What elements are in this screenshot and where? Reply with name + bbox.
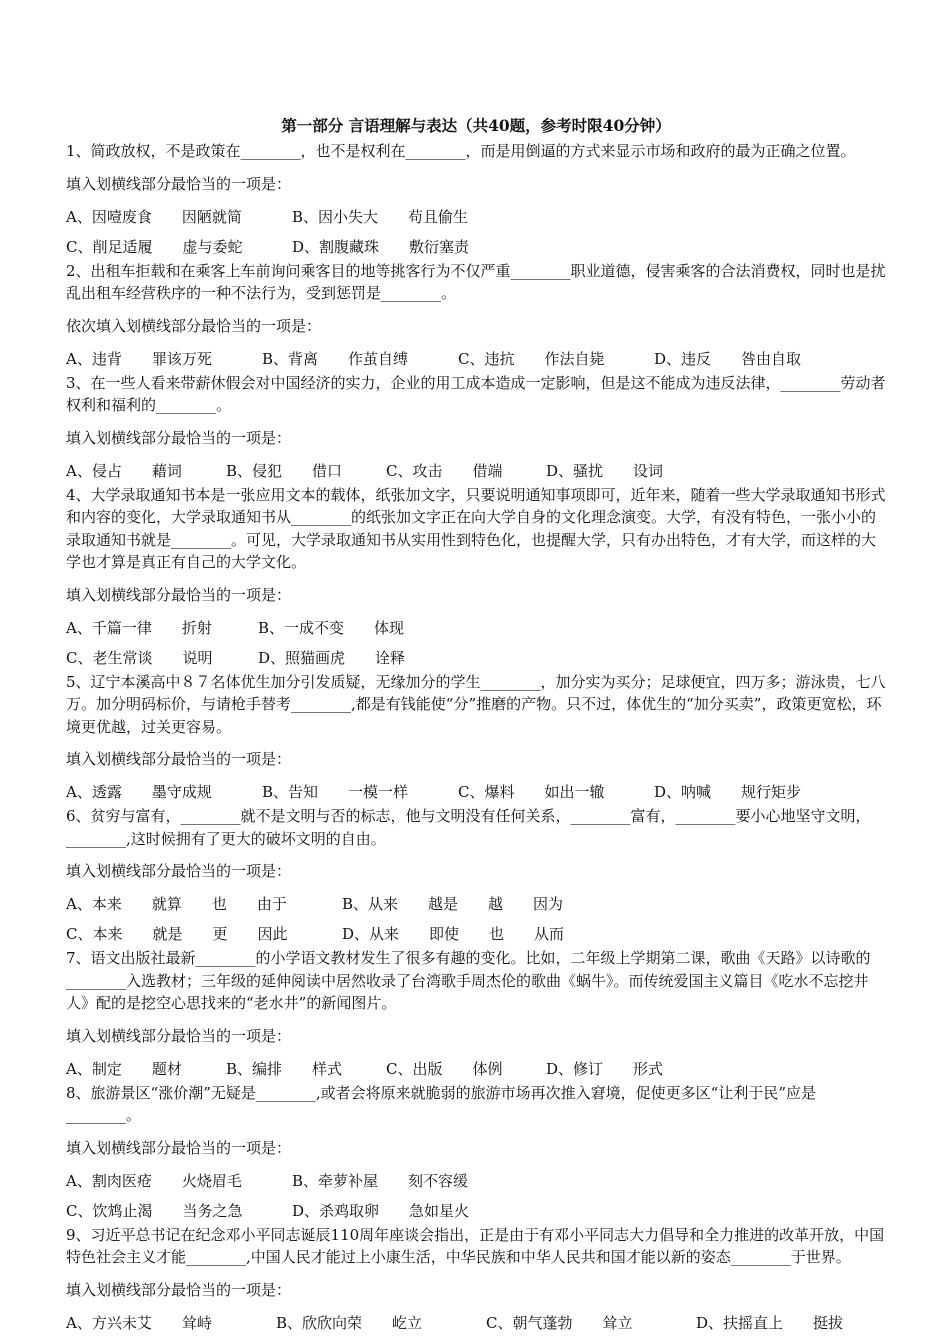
question-7-prompt: 填入划横线部分最恰当的一项是： <box>66 1026 292 1045</box>
section-title: 第一部分 言语理解与表达（共40题，参考时限40分钟） <box>281 116 671 135</box>
question-5-options-row-1 <box>66 781 886 803</box>
question-7-option-c: C、出版 体例 <box>386 1059 503 1078</box>
question-1-option-d: D、割腹藏珠 敷衍塞责 <box>292 237 470 256</box>
question-8-option-a: A、割肉医疮 火烧眉毛 <box>66 1171 242 1190</box>
question-2-option-a: A、违背 罪该万死 <box>66 349 212 368</box>
question-5-prompt: 填入划横线部分最恰当的一项是： <box>66 750 292 768</box>
question-5-option-b: B、告知 一模一样 <box>262 783 409 801</box>
question-4-options-row-1 <box>66 617 886 639</box>
question-4-option-a: A、千篇一律 折射 <box>66 618 212 637</box>
question-6-options-row-2 <box>66 923 886 945</box>
question-7-option-a: A、制定 题材 <box>66 1059 182 1078</box>
question-9-options-row-1 <box>66 1312 886 1334</box>
question-2-stem: 2、出租车拒载和在乘客上车前询问乘客目的地等挑客行为不仅严重________职业道德，侵害乘客的合法消费权，同时也是扰乱出租车经营秩序的一种不法行为，受到惩罚是________。 <box>66 261 886 302</box>
question-2-prompt: 依次填入划横线部分最恰当的一项是： <box>66 316 322 335</box>
question-5-stem: 5、辽宁本溪高中８７名体优生加分引发质疑，无缘加分的学生________，加分实为买分；足球便宜，四万多；游泳贵，七八万。加分明码标价，与请枪手替考________,都是有钱能使“分”推磨的产物。只不过，体优生的“加分买卖”，政策更宽松，环境更优越，过关更容易。 <box>66 672 886 736</box>
question-1-option-c: C、削足适履 虚与委蛇 <box>66 237 243 256</box>
question-9-option-c: C、朝气蓬勃 耸立 <box>486 1313 633 1332</box>
question-1-prompt: 填入划横线部分最恰当的一项是： <box>66 174 292 193</box>
question-9-option-a: A、方兴未艾 耸峙 <box>66 1313 212 1332</box>
question-1-options-row-1 <box>66 206 886 228</box>
question-1-option-a: A、因噎废食 因陋就简 <box>66 207 242 226</box>
question-7-option-b: B、编排 样式 <box>226 1059 343 1078</box>
question-8-options-row-1 <box>66 1170 886 1192</box>
question-4-prompt: 填入划横线部分最恰当的一项是： <box>66 585 292 604</box>
question-1-stem: 1、简政放权，不是政策在________，也不是权利在________，而是用倒逼的方式来显示市场和政府的最为正确之位置。 <box>66 142 856 160</box>
question-9-stem: 9、习近平总书记在纪念邓小平同志诞辰110周年座谈会指出，正是由于有邓小平同志大力倡导和全力推进的改革开放，中国特色社会主义才能________,中国人民才能过上小康生活，中华民族和中华人民共和国才能以新的姿态________于世界。 <box>66 1225 885 1266</box>
question-6-option-c: C、本来 就是 更 因此 <box>66 925 288 943</box>
question-8-option-b: B、牵萝补屋 刻不容缓 <box>292 1171 469 1190</box>
question-8-options-row-2 <box>66 1200 886 1222</box>
question-9-prompt: 填入划横线部分最恰当的一项是： <box>66 1280 292 1299</box>
question-8-prompt: 填入划横线部分最恰当的一项是： <box>66 1138 292 1157</box>
document-page <box>66 114 886 1334</box>
question-6-option-b: B、从来 越是 越 因为 <box>342 895 564 913</box>
question-8-option-c: C、饮鸩止渴 当务之急 <box>66 1201 243 1220</box>
question-5-option-a: A、透露 墨守成规 <box>66 783 212 801</box>
question-2-option-d: D、违反 咎由自取 <box>654 349 802 368</box>
question-9-option-d: D、扶摇直上 挺拔 <box>696 1313 844 1332</box>
question-9-option-b: B、欣欣向荣 屹立 <box>276 1313 423 1332</box>
question-7-options-row-1 <box>66 1058 886 1080</box>
question-3-option-a: A、侵占 藉词 <box>66 461 182 480</box>
question-6-option-d: D、从来 即使 也 从而 <box>342 925 565 943</box>
question-3-option-b: B、侵犯 借口 <box>226 461 343 480</box>
question-3-prompt: 填入划横线部分最恰当的一项是： <box>66 428 292 447</box>
question-8-option-d: D、杀鸡取卵 急如星火 <box>292 1201 470 1220</box>
question-6-stem: 6、贫穷与富有，________就不是文明与否的标志，他与文明没有任何关系，________富有，________要小心地坚守文明，________,这时候拥有了更大的破坏文明的自由。 <box>66 807 871 848</box>
question-3-options-row-1 <box>66 460 886 482</box>
question-4-option-c: C、老生常谈 说明 <box>66 648 213 667</box>
question-2-options-row-1 <box>66 348 886 370</box>
question-7-option-d: D、修订 形式 <box>546 1059 664 1078</box>
question-5-option-c: C、爆料 如出一辙 <box>458 783 605 801</box>
question-2-option-c: C、违抗 作法自毙 <box>458 349 605 368</box>
question-6-options-row-1 <box>66 893 886 915</box>
question-4-option-d: D、照猫画虎 诠释 <box>258 648 406 667</box>
question-1-option-b: B、因小失大 苟且偷生 <box>292 207 469 226</box>
question-8-stem: 8、旅游景区“涨价潮”无疑是________,或者会将原来就脆弱的旅游市场再次推入窘境，促使更多区“让利于民”应是________。 <box>66 1083 816 1124</box>
question-7-stem: 7、语文出版社最新________的小学语文教材发生了很多有趣的变化。比如，二年级上学期第二课，歌曲《天路》以诗歌的________入选教材；三年级的延伸阅读中居然收录了台湾歌手周杰伦的歌曲《蜗牛》。而传统爱国主义篇目《吃水不忘挖井人》配的是挖空心思找来的“老水井”的新闻图片。 <box>66 949 871 1012</box>
question-1-options-row-2 <box>66 236 886 258</box>
question-4-options-row-2 <box>66 647 886 669</box>
question-6-option-a: A、本来 就算 也 由于 <box>66 895 287 913</box>
question-4-option-b: B、一成不变 体现 <box>258 618 405 637</box>
question-3-stem: 3、在一些人看来带薪休假会对中国经济的实力，企业的用工成本造成一定影响，但是这不能成为违反法律，________劳动者权利和福利的________。 <box>66 373 886 414</box>
question-5-option-d: D、呐喊 规行矩步 <box>654 783 802 801</box>
question-2-option-b: B、背离 作茧自缚 <box>262 349 409 368</box>
question-6-prompt: 填入划横线部分最恰当的一项是： <box>66 862 292 880</box>
question-3-option-d: D、骚扰 设词 <box>546 461 664 480</box>
question-4-stem: 4、大学录取通知书本是一张应用文本的载体，纸张加文字，只要说明通知事项即可，近年来，随着一些大学录取通知书形式和内容的变化，大学录取通知书从________的纸张加文字正在向大学自身的文化理念演变。大学，有没有特色，一张小小的录取通知书就是________。可见，大学录取通知书从实用性到特色化，也提醒大学，只有办出特色，才有大学，而这样的大学也才算是真正有自己的大学文化。 <box>66 485 886 571</box>
question-3-option-c: C、攻击 借端 <box>386 461 503 480</box>
